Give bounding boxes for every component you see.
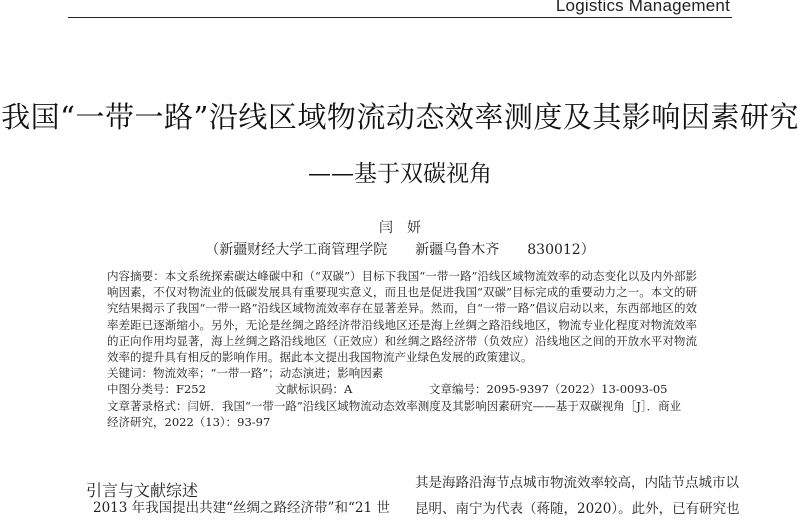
journal-name: Logistics Management — [555, 0, 730, 15]
abstract-block — [107, 268, 697, 430]
body-right-column — [415, 470, 740, 522]
body-left-column — [93, 496, 393, 516]
article-title: 我国“一带一路”沿线区域物流动态效率测度及其影响因素研究 — [1, 100, 799, 134]
body-left-line: 2013 年我国提出共建“丝绸之路经济带”和“21 世 — [93, 500, 390, 516]
abstract-text: 内容摘要：本文系统探索碳达峰碳中和（“双碳”）目标下我国“一带一路”沿线区域物流效率的动态变化以及内外部影响因素，不仅对物流业的低碳发展具有重要现实意义，而且也是促进我国“双碳”目标完成的重要动力之一。本文的研究结果揭示了我国“一带一路”沿线区域物流效率存在显著差异。然而，自“一带一路”倡议启动以来，东西部地区的效率差距已逐渐缩小。另外，无论是丝绸之路经济带沿线地区还是海上丝绸之路沿线地区，物流专业化程度对物流效率的正向作用均显著，海上丝绸之路沿线地区（正效应）和丝绸之路经济带（负效应）沿线地区之间的开放水平对物流效率的提升具有相反的影响作用。据此本文提出我国物流产业绿色发展的政策建议。 — [107, 269, 697, 365]
body-right-line: 昆明、南宁为代表（蒋随，2020）。此外，已有研究也 — [415, 501, 740, 517]
header-rule — [68, 17, 732, 18]
author-name: 闫 妍 — [379, 220, 421, 236]
section-heading: 引言与文献综述 — [86, 481, 199, 500]
clc-number: 中图分类号：F252 — [107, 382, 206, 397]
citation-line-2: 经济研究，2022（13）：93-97 — [107, 414, 271, 429]
keywords: 关键词：物流效率；“一带一路”；动态演进；影响因素 — [107, 366, 384, 381]
citation-line-1: 文章著录格式：闫妍．我国“一带一路”沿线区域物流动态效率测度及其影响因素研究——基于双碳视角［J］．商业 — [107, 398, 682, 413]
classification-row — [107, 381, 697, 397]
body-right-line: 其是海路沿海节点城市物流效率较高，内陆节点城市以 — [415, 475, 739, 491]
article-subtitle: ——基于双碳视角 — [308, 161, 492, 187]
article-number: 文章编号：2095-9397（2022）13-0093-05 — [429, 382, 668, 397]
author-affiliation: （新疆财经大学工商管理学院 新疆乌鲁木齐 830012） — [205, 242, 595, 258]
document-code: 文献标识码：A — [275, 382, 353, 397]
